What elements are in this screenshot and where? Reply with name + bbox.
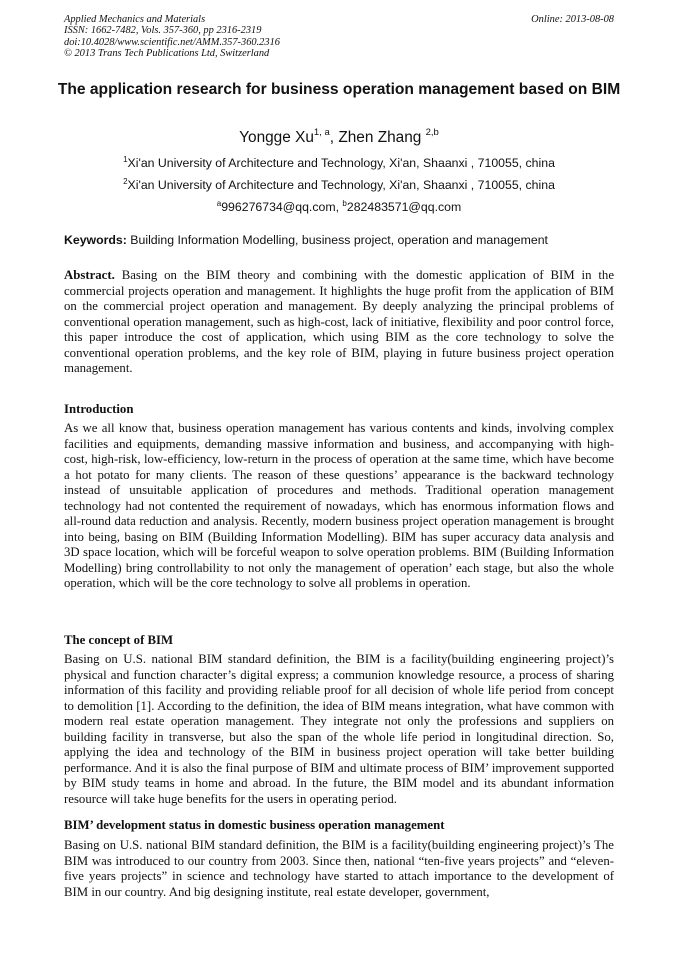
affiliation-1 — [0, 156, 678, 170]
email-line — [0, 200, 678, 214]
section-heading: The concept of BIM — [64, 633, 174, 647]
affiliation-text: Xi'an University of Architecture and Technology, Xi'an, Shaanxi , 710055, china — [127, 156, 555, 170]
affiliation-marker: 1 — [123, 155, 128, 164]
online-date — [531, 14, 614, 25]
keywords-text: Building Information Modelling, business project, operation and management — [130, 233, 548, 247]
issn-line: ISSN: 1662-7482, Vols. 357-360, pp 2316-2319 — [64, 25, 262, 37]
email-text: 996276734@qq.com, — [221, 200, 343, 214]
section-paragraph: Basing on U.S. national BIM standard definition, the BIM is a facility(building engineering project)’s The BIM was introduced to our country from 2003. Since then, national “ten-five years projects” and “eleven-five years projects” in science and technology have started to attach importance to the development of BIM in our country. And big designing institute, real estate developer, government, — [64, 838, 614, 899]
paper-title: The application research for business operation management based on BIM — [57, 81, 621, 98]
doi-line: doi:10.4028/www.scientific.net/AMM.357-360.2316 — [64, 36, 280, 48]
email-marker: b — [342, 199, 347, 208]
author-separator: , — [329, 129, 339, 146]
abstract — [64, 268, 614, 377]
email-text: 282483571@qq.com — [346, 200, 462, 214]
author-line — [0, 128, 678, 148]
keywords — [64, 233, 614, 248]
author-name: Zhen Zhang — [338, 129, 426, 146]
author-superscript: 1, a — [313, 127, 330, 138]
author-name: Yongge Xu — [239, 129, 314, 146]
section-paragraph: Basing on U.S. national BIM standard definition, the BIM is a facility(building engineering project)’s physical and function character’s digital express; a communion knowledge resource, a process of sharing information of this facility and providing reliable proof for all decision of whole life period from concept to demolition [1]. According to the definition, the idea of BIM means integration, what have common with modern real estate operation management. They integrate not only the professions and suppliers on building facility in transverse, but also the span of the whole life period in longitudinal direction. So, applying the idea and technology of the BIM in business project operation will take better building performance. And it is also the final purpose of BIM and ultimate process of BIM’ improvement supported by BIM study teams in home and abroad. In the future, the BIM model and its abundant information resource will take huge benefits for the users in operating period. — [64, 652, 614, 806]
section-paragraph: As we all know that, business operation management has various contents and kinds, involving complex facilities and equipments, demanding massive information and business, and accompanying with high-cost, high-risk, low-efficiency, low-return in the process of operation at the same time, which have become a hot potato for many clients. The reason of these questions’ appearance is the backward technology instead of unsuitable application of procedures and methods. Traditional operation management technology had not contented the requirement of nowadays, which has enormous information flows and all-round data reduction and analysis. Recently, modern business project operation management is brought into being, basing on BIM (Building Information Modelling). BIM has super accuracy data analysis and 3D space location, which will be forceful weapon to solve operation problems. BIM (Building Information Modelling) bring controllability to not only the management of operation’ each stage, but also the whole operation, which will be the core technology to solve all problems in operation. — [64, 421, 614, 590]
abstract-text: Basing on the BIM theory and combining with the domestic application of BIM in the commercial projects operation and management. It highlights the huge profit from the application of BIM on the commercial project operation and management. By deeply analyzing the principal problems of conventional operation management, such as high-cost, lack of initiative, flexibility and poor control force, this paper introduce the cost of application, which using BIM as the core technology to solve the conventional operation problems, and the key role of BIM, playing in future business project operation management. — [64, 268, 614, 375]
email-marker: a — [216, 199, 222, 208]
affiliation-marker: 2 — [123, 177, 128, 186]
affiliation-text: Xi'an University of Architecture and Technology, Xi'an, Shaanxi , 710055, china — [127, 178, 555, 192]
abstract-label: Abstract. — [64, 268, 115, 282]
online-date-text: Online: 2013-08-08 — [531, 14, 614, 25]
affiliation-2 — [0, 178, 678, 192]
author-superscript: 2,b — [425, 127, 439, 138]
journal-name: Applied Mechanics and Materials — [64, 14, 206, 25]
copyright-line: © 2013 Trans Tech Publications Ltd, Switzerland — [64, 48, 270, 60]
journal-header — [64, 14, 280, 60]
section-heading: BIM’ development status in domestic business operation management — [64, 818, 445, 832]
section-heading: Introduction — [64, 402, 134, 416]
keywords-label: Keywords: — [64, 233, 127, 247]
